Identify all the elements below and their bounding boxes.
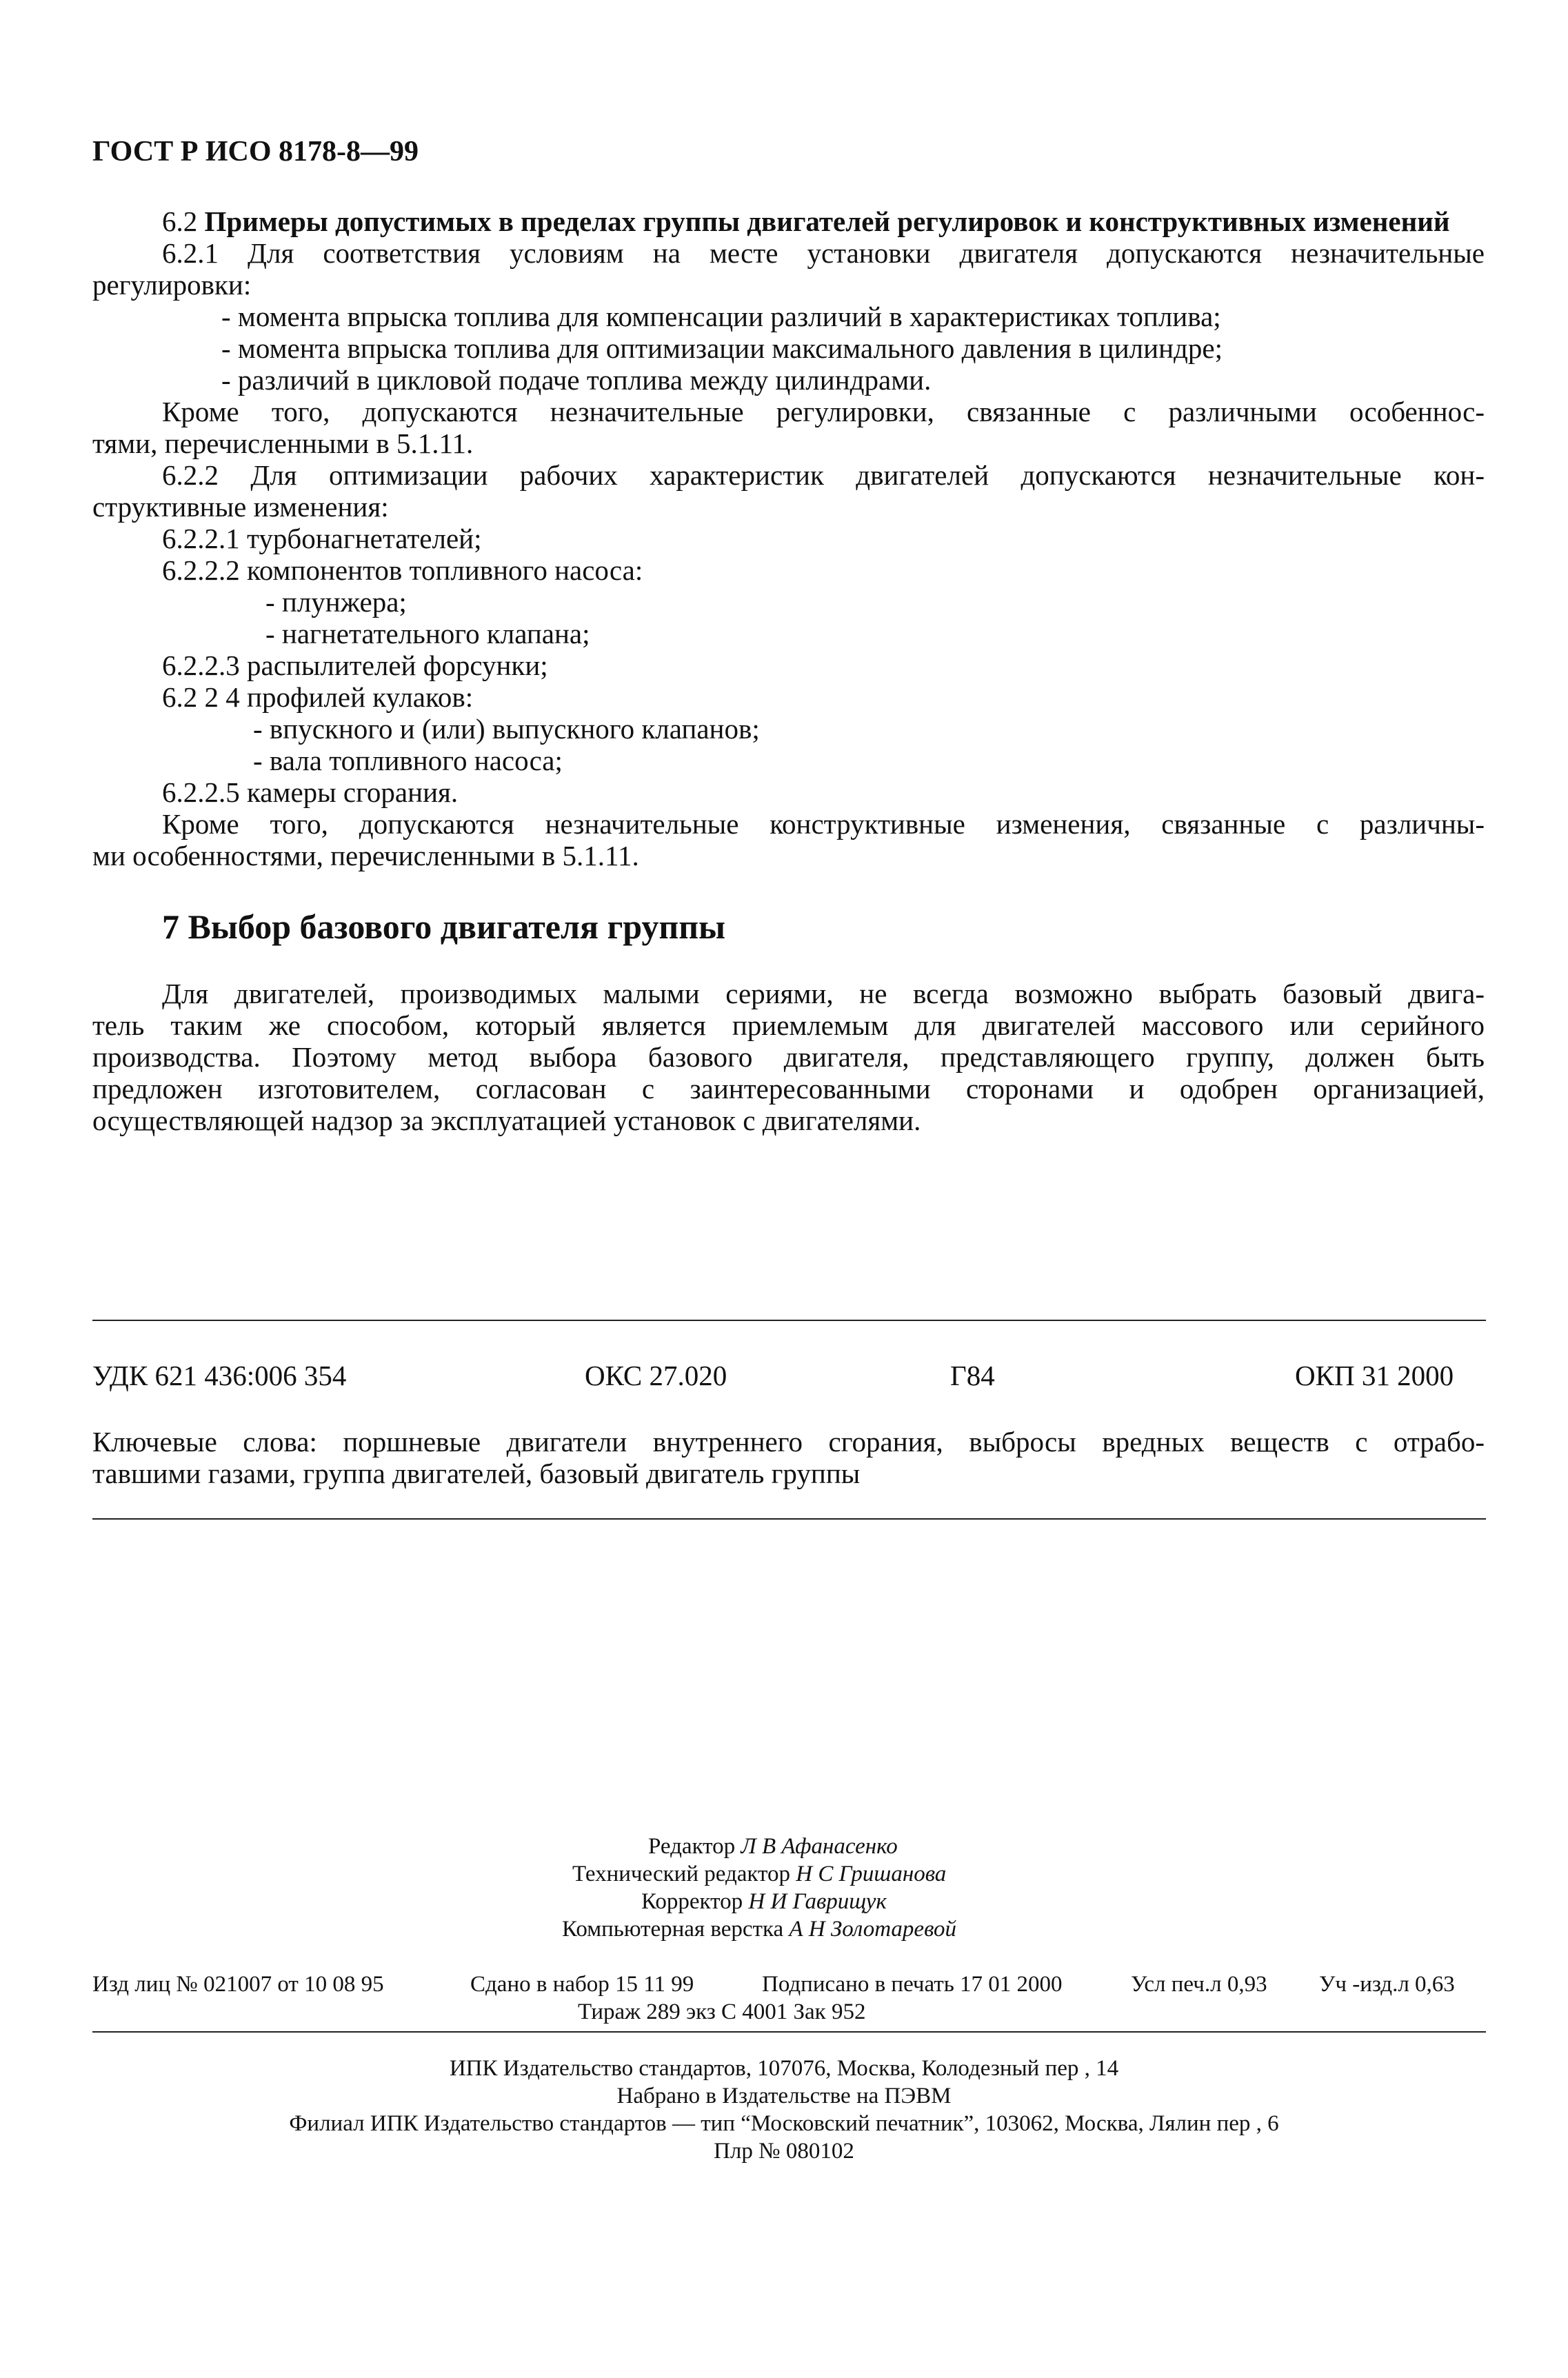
paragraph-6-2-2-line: 6.2.2 Для оптимизации рабочих характеристик двигателей допускаются незначительные кон- <box>162 459 1485 491</box>
divider <box>92 1518 1486 1520</box>
list-item: 6.2.2.1 турбонагнетателей; <box>162 523 482 554</box>
remark-line: ми особенностями, перечисленными в 5.1.11. <box>92 840 639 871</box>
section-7-line: предложен изготовителем, согласован с заинтересованными сторонами и одобрен организацией, <box>92 1073 1485 1105</box>
keywords-line: тавшими газами, группа двигателей, базовый двигатель группы <box>92 1458 861 1489</box>
paragraph-6-2-1-line: регулировки: <box>92 269 252 301</box>
section-7-line: производства. Поэтому метод выбора базового двигателя, представляющего группу, должен быть <box>92 1041 1485 1073</box>
list-subitem: - нагнетательного клапана; <box>265 618 590 649</box>
branch-printer: Филиал ИПК Издательство стандартов — тип “Московский печатник”, 103062, Москва, Лялин пер , 6 <box>289 2111 1279 2136</box>
divider <box>92 1320 1486 1321</box>
section-7-title: 7 Выбор базового двигателя группы <box>162 907 726 946</box>
corrector-name: Н И Гаврищук <box>748 1889 887 1914</box>
keywords-line: Ключевые слова: поршневые двигатели внутреннего сгорания, выбросы вредных веществ с отрабо- <box>92 1426 1485 1458</box>
plr-number: Плр № 080102 <box>714 2139 854 2164</box>
oks-code: ОКС 27.020 <box>585 1360 727 1391</box>
sent-to-set: Сдано в набор 15 11 99 <box>470 1972 694 1997</box>
editor-label: Редактор <box>648 1834 736 1859</box>
tech-editor-name: Н С Гришанова <box>796 1862 947 1886</box>
list-item: 6.2.2.2 компонентов топливного насоса: <box>162 554 643 586</box>
signed-to-print: Подписано в печать 17 01 2000 <box>762 1972 1063 1997</box>
layout-line <box>562 1915 956 1943</box>
document-code: ГОСТ Р ИСО 8178-8—99 <box>92 136 419 168</box>
list-subitem: - впускного и (или) выпускного клапанов; <box>253 713 760 745</box>
editor-line <box>648 1833 898 1860</box>
paragraph-6-2-1-line: 6.2.1 Для соответствия условиям на месте установки двигателя допускаются незначительные <box>162 237 1485 269</box>
okp-code: ОКП 31 2000 <box>1295 1360 1454 1391</box>
list-item: 6.2.2.3 распылителей форсунки; <box>162 649 548 681</box>
layout-name: А Н Золотаревой <box>789 1917 956 1942</box>
section-7-line: осуществляющей надзор за эксплуатацией установок с двигателями. <box>92 1105 921 1136</box>
list-item: - момента впрыска топлива для оптимизации максимального давления в цилиндре; <box>221 332 1223 364</box>
remark-line: тями, перечисленными в 5.1.11. <box>92 427 474 459</box>
g-code: Г84 <box>950 1360 995 1391</box>
section-7-line: Для двигателей, производимых малыми сериями, не всегда возможно выбрать базовый двига- <box>162 978 1485 1009</box>
list-item: - различий в цикловой подаче топлива между цилиндрами. <box>221 364 932 396</box>
publishing-sheets: Уч -изд.л 0,63 <box>1319 1972 1455 1997</box>
list-item: 6.2 2 4 профилей кулаков: <box>162 681 474 713</box>
list-subitem: - плунжера; <box>265 586 407 618</box>
section-title: Примеры допустимых в пределах группы двигателей регулировок и конструктивных изменений <box>204 205 1450 237</box>
tech-editor-line <box>572 1860 946 1888</box>
print-sheets: Усл печ.л 0,93 <box>1131 1972 1267 1997</box>
layout-label: Компьютерная верстка <box>562 1917 784 1942</box>
section-number: 6.2 <box>162 205 198 237</box>
corrector-label: Корректор <box>641 1889 743 1914</box>
typeset-note: Набрано в Издательстве на ПЭВМ <box>616 2084 952 2108</box>
paragraph-6-2-2-line: структивные изменения: <box>92 491 389 523</box>
section-6-2-heading <box>162 205 1485 237</box>
list-item: - момента впрыска топлива для компенсации различий в характеристиках топлива; <box>221 301 1221 332</box>
list-item: 6.2.2.5 камеры сгорания. <box>162 776 459 808</box>
license-number: Изд лиц № 021007 от 10 08 95 <box>92 1972 384 1997</box>
remark-line: Кроме того, допускаются незначительные регулировки, связанные с различными особеннос- <box>162 396 1485 427</box>
section-7-line: тель таким же способом, который является приемлемым для двигателей массового или серийного <box>92 1009 1485 1041</box>
list-subitem: - вала топливного насоса; <box>253 745 563 776</box>
editor-name: Л В Афанасенко <box>741 1834 898 1859</box>
corrector-line <box>641 1888 887 1915</box>
remark-line: Кроме того, допускаются незначительные конструктивные изменения, связанные с различны- <box>162 808 1485 840</box>
publisher-address: ИПК Издательство стандартов, 107076, Москва, Колодезный пер , 14 <box>449 2056 1119 2081</box>
print-run: Тираж 289 экз С 4001 Зак 952 <box>578 1999 866 2024</box>
tech-editor-label: Технический редактор <box>572 1862 790 1886</box>
udk-code: УДК 621 436:006 354 <box>92 1360 347 1391</box>
divider <box>92 2031 1486 2033</box>
